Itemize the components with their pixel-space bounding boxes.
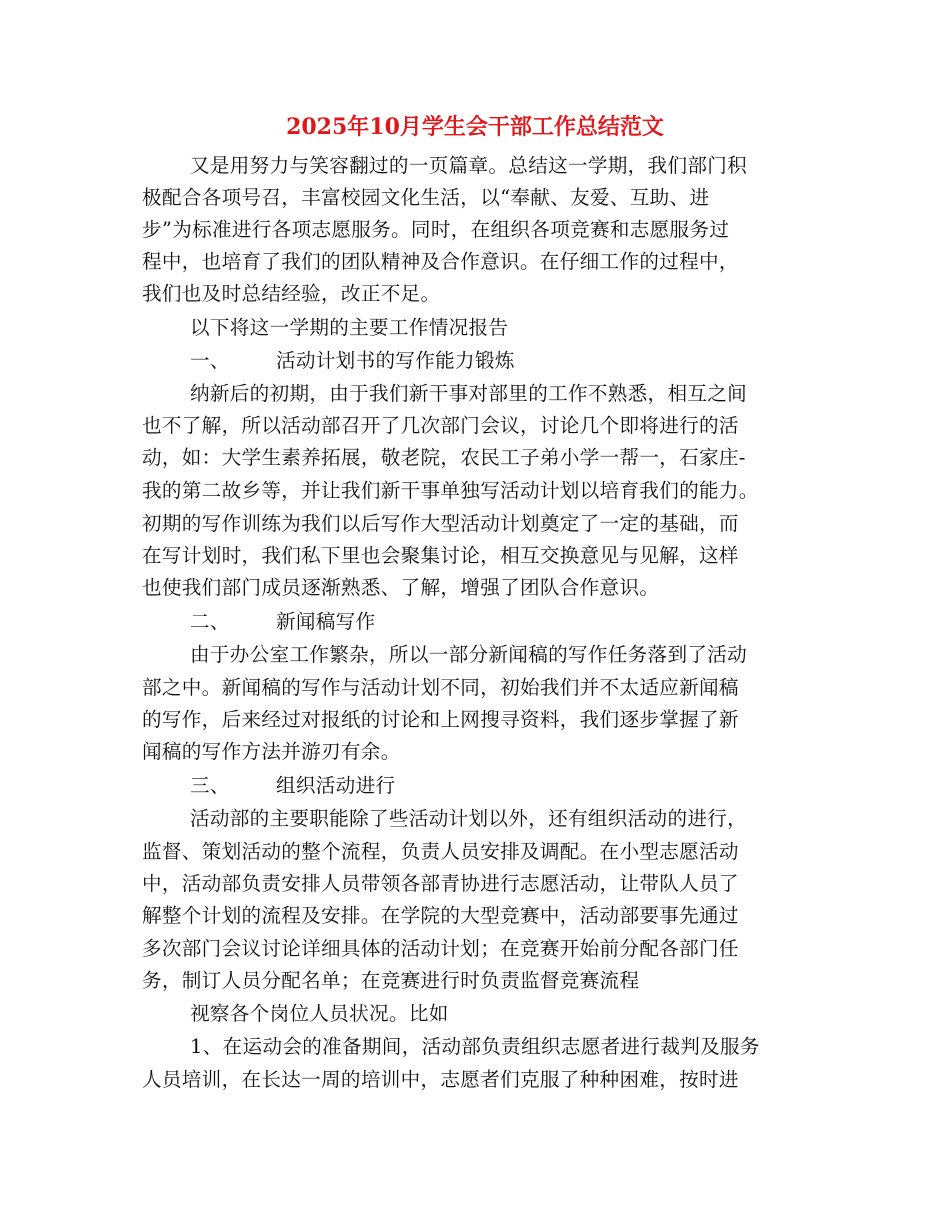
section-title: 新闻稿写作 [276, 610, 376, 633]
paragraph-line: 解整个计划的流程及安排。在学院的大型竞赛中，活动部要事先通过 [142, 904, 739, 927]
section-number: 一、 [190, 349, 230, 372]
document-title: 2025年10月学生会干部工作总结范文 [286, 114, 664, 140]
paragraph-line: 人员培训，在长达一周的培训中，志愿者们克服了种种困难，按时进 [142, 1068, 739, 1091]
paragraph-line: 由于办公室工作繁杂，所以一部分新闻稿的写作任务落到了活动 [190, 643, 748, 666]
paragraph-line: 极配合各项号召，丰富校园文化生活，以“奉献、友爱、互助、进 [142, 186, 710, 209]
section-title: 组织活动进行 [276, 774, 396, 797]
paragraph-line: 初期的写作训练为我们以后写作大型活动计划奠定了一定的基础，而 [142, 512, 739, 535]
paragraph-line: 活动部的主要职能除了些活动计划以外，还有组织活动的进行， [190, 807, 748, 830]
section-number: 二、 [190, 610, 230, 633]
paragraph-line: 1、在运动会的准备期间，活动部负责组织志愿者进行裁判及服务 [190, 1035, 760, 1058]
paragraph-line: 纳新后的初期，由于我们新干事对部里的工作不熟悉，相互之间 [190, 382, 748, 405]
paragraph-line: 也使我们部门成员逐渐熟悉、了解，增强了团队合作意识。 [142, 576, 660, 599]
paragraph-line: 动，如：大学生素养拓展，敬老院，农民工子弟小学一帮一，石家庄- [142, 446, 746, 469]
paragraph-line: 步”为标准进行各项志愿服务。同时，在组织各项竞赛和志愿服务过 [142, 218, 730, 241]
section-heading-3 [190, 770, 395, 802]
paragraph-line: 在写计划时，我们私下里也会聚集讨论，相互交换意见与见解，这样 [142, 544, 739, 567]
paragraph-line: 监督、策划活动的整个流程，负责人员安排及调配。在小型志愿活动 [142, 840, 739, 863]
paragraph-line: 中，活动部负责安排人员带领各部青协进行志愿活动，让带队人员了 [142, 872, 739, 895]
paragraph-line: 视察各个岗位人员状况。比如 [190, 1002, 449, 1025]
paragraph-line: 也不了解，所以活动部召开了几次部门会议，讨论几个即将进行的活 [142, 414, 739, 437]
paragraph-line: 我的第二故乡等，并让我们新干事单独写活动计划以培育我们的能力。 [142, 479, 759, 502]
paragraph-line: 部之中。新闻稿的写作与活动计划不同，初始我们并不太适应新闻稿 [142, 676, 739, 699]
section-heading-1 [190, 345, 515, 377]
section-title: 活动计划书的写作能力锻炼 [276, 349, 515, 372]
paragraph-line: 又是用努力与笑容翻过的一页篇章。总结这一学期，我们部门积 [190, 154, 748, 177]
paragraph-line: 务，制订人员分配名单；在竞赛进行时负责监督竞赛流程 [142, 969, 640, 992]
paragraph-line: 以下将这一学期的主要工作情况报告 [190, 316, 509, 339]
paragraph-line: 我们也及时总结经验，改正不足。 [142, 282, 441, 305]
paragraph-line: 闻稿的写作方法并游刃有余。 [142, 740, 401, 763]
section-number: 三、 [190, 774, 230, 797]
section-heading-2 [190, 606, 375, 638]
paragraph-line: 程中，也培育了我们的团队精神及合作意识。在仔细工作的过程中， [142, 250, 739, 273]
paragraph-line: 的写作，后来经过对报纸的讨论和上网搜寻资料，我们逐步掌握了新 [142, 708, 739, 731]
paragraph-line: 多次部门会议讨论详细具体的活动计划；在竞赛开始前分配各部门任 [142, 937, 739, 960]
